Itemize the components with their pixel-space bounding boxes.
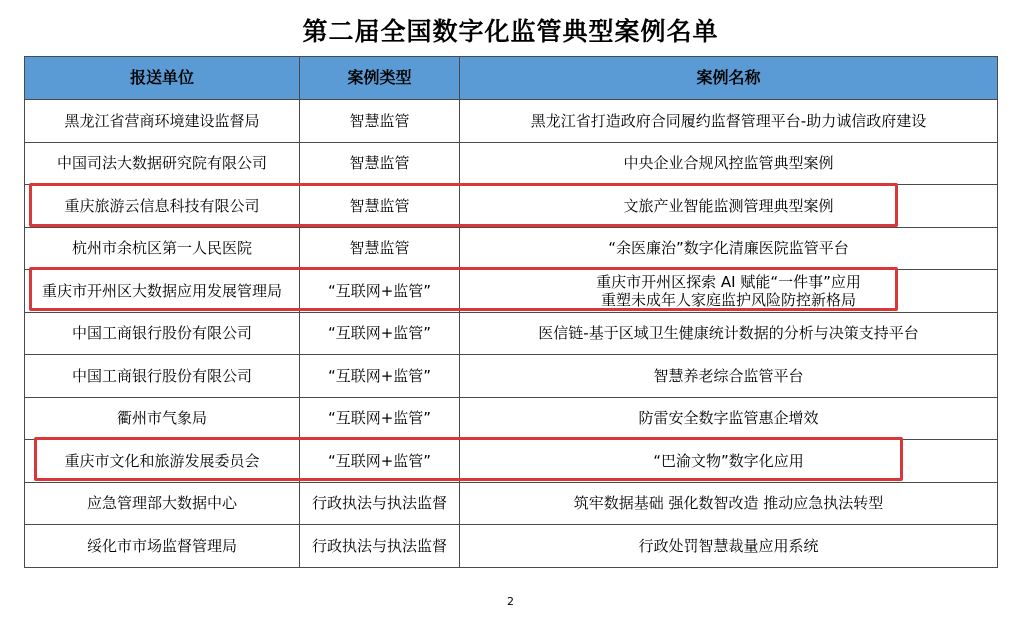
cell-type: “互联网+监管”: [300, 397, 460, 440]
cell-type: 智慧监管: [300, 142, 460, 185]
cell-type: “互联网+监管”: [300, 270, 460, 313]
cell-name: 筑牢数据基础 强化数智改造 推动应急执法转型: [460, 482, 998, 525]
cell-type: 行政执法与执法监督: [300, 525, 460, 568]
cell-name-line2: 重塑未成年人家庭监护风险防控新格局: [600, 290, 856, 309]
cell-unit: 重庆旅游云信息科技有限公司: [25, 185, 300, 228]
table-row: [25, 270, 998, 313]
table-row: [25, 525, 998, 568]
table-row: [25, 185, 998, 228]
cell-name: 行政处罚智慧裁量应用系统: [460, 525, 998, 568]
cell-type: “互联网+监管”: [300, 440, 460, 483]
cell-unit: 中国工商银行股份有限公司: [25, 355, 300, 398]
table-row: [25, 355, 998, 398]
cell-unit: 重庆市开州区大数据应用发展管理局: [25, 270, 300, 313]
cell-unit: 重庆市文化和旅游发展委员会: [25, 440, 300, 483]
table-row: [25, 397, 998, 440]
cell-unit: 中国司法大数据研究院有限公司: [25, 142, 300, 185]
cell-type: “互联网+监管”: [300, 355, 460, 398]
header-type: 案例类型: [300, 57, 460, 100]
case-list-table: [24, 56, 998, 568]
cell-name-line1: 重庆市开州区探索 AI 赋能“一件事”应用: [596, 272, 861, 291]
cell-unit: 衢州市气象局: [25, 397, 300, 440]
cell-unit: 黑龙江省营商环境建设监督局: [25, 100, 300, 143]
cell-name: 中央企业合规风控监管典型案例: [460, 142, 998, 185]
page-title: 第二届全国数字化监管典型案例名单: [302, 17, 719, 46]
table-row: [25, 142, 998, 185]
cell-name: “余医廉治”数字化清廉医院监管平台: [460, 227, 998, 270]
cell-type: 智慧监管: [300, 100, 460, 143]
header-name: 案例名称: [460, 57, 998, 100]
cell-name: 医信链-基于区域卫生健康统计数据的分析与决策支持平台: [460, 312, 998, 355]
table-row: [25, 312, 998, 355]
cell-name: 黑龙江省打造政府合同履约监督管理平台-助力诚信政府建设: [460, 100, 998, 143]
table-row: [25, 482, 998, 525]
cell-name: 智慧养老综合监管平台: [460, 355, 998, 398]
cell-unit: 绥化市市场监督管理局: [25, 525, 300, 568]
cell-name: “巴渝文物”数字化应用: [460, 440, 998, 483]
cell-name: 防雷安全数字监管惠企增效: [460, 397, 998, 440]
table-header-row: [25, 57, 998, 100]
cell-type: 行政执法与执法监督: [300, 482, 460, 525]
cell-type: 智慧监管: [300, 227, 460, 270]
cell-name: 文旅产业智能监测管理典型案例: [460, 185, 998, 228]
cell-type: “互联网+监管”: [300, 312, 460, 355]
cell-name: [460, 270, 998, 313]
cell-type: 智慧监管: [300, 185, 460, 228]
table-row: [25, 440, 998, 483]
table-row: [25, 100, 998, 143]
page-number: 2: [507, 595, 514, 608]
table-row: [25, 227, 998, 270]
header-unit: 报送单位: [25, 57, 300, 100]
cell-unit: 中国工商银行股份有限公司: [25, 312, 300, 355]
cell-unit: 杭州市余杭区第一人民医院: [25, 227, 300, 270]
cell-unit: 应急管理部大数据中心: [25, 482, 300, 525]
